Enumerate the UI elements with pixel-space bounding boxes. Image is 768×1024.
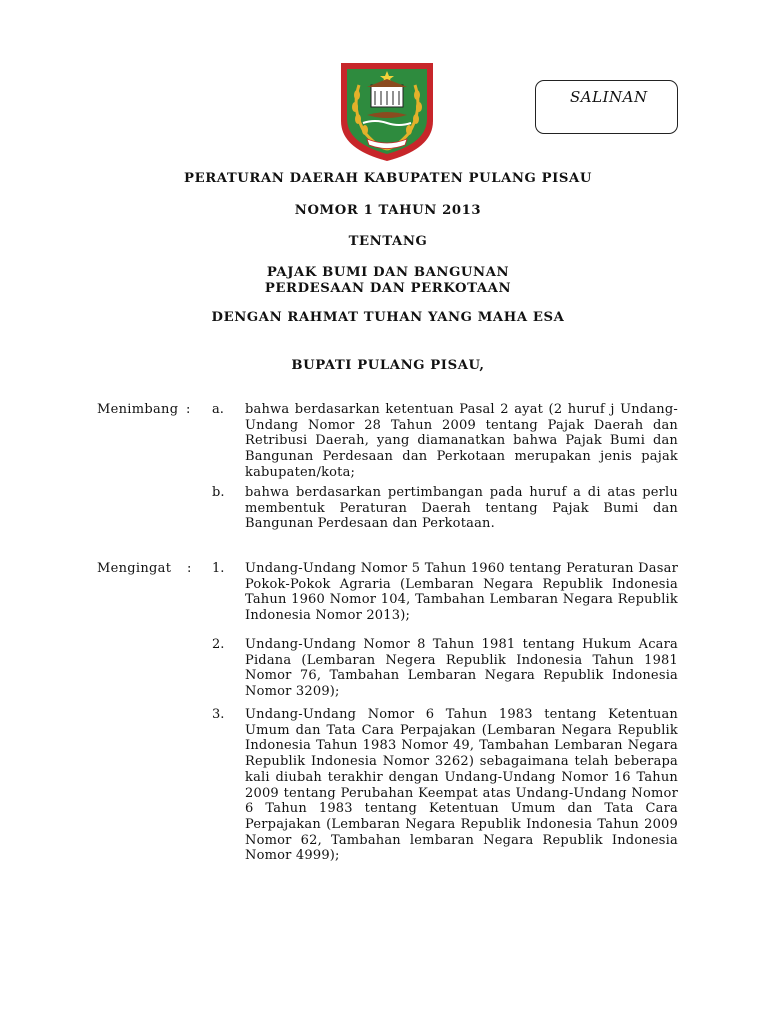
menimbang-item-b: bahwa berdasarkan pertimbangan pada huruf a di atas perlu membentuk Peraturan Daerah tentang Pajak Bumi dan Bangunan Perdesaan dan Perkotaan. <box>245 485 678 532</box>
mengingat-marker-3: 3. <box>212 707 225 722</box>
mengingat-label: Mengingat <box>97 561 172 576</box>
mengingat-marker-2: 2. <box>212 637 225 652</box>
menimbang-colon: : <box>186 402 191 417</box>
regulation-subject-line1: PAJAK BUMI DAN BANGUNAN <box>266 265 510 280</box>
mengingat-item-1: Undang-Undang Nomor 5 Tahun 1960 tentang Peraturan Dasar Pokok-Pokok Agraria (Lembaran Negara Republik Indonesia Tahun 1960 Nomor 104, Tambahan Lembaran Negara Republik Indonesia Nomor 2013); <box>245 561 678 624</box>
regulation-number: NOMOR 1 TAHUN 2013 <box>294 203 482 218</box>
menimbang-item-a: bahwa berdasarkan ketentuan Pasal 2 ayat (2 huruf j Undang-Undang Nomor 28 Tahun 2009 tentang Pajak Daerah dan Retribusi Daerah, yang diamanatkan bahwa Pajak Bumi dan Bangunan Perdesaan dan Perkotaan merupakan jenis pajak kabupaten/kota; <box>245 402 678 480</box>
regulation-subject-line2: PERDESAAN DAN PERKOTAAN <box>264 281 512 296</box>
salinan-label: SALINAN <box>570 88 648 106</box>
mengingat-item-2: Undang-Undang Nomor 8 Tahun 1981 tentang Hukum Acara Pidana (Lembaran Negera Republik Indonesia Tahun 1981 Nomor 76, Tambahan Lembaran Negara Republik Indonesia Nomor 3209); <box>245 637 678 700</box>
regency-emblem-icon <box>337 55 437 165</box>
regulation-title: PERATURAN DAERAH KABUPATEN PULANG PISAU <box>184 171 592 186</box>
mengingat-marker-1: 1. <box>212 561 225 576</box>
salinan-stamp <box>535 80 678 134</box>
mengingat-colon: : <box>187 561 192 576</box>
mengingat-item-3: Undang-Undang Nomor 6 Tahun 1983 tentang Ketentuan Umum dan Tata Cara Perpajakan (Lembaran Negara Republik Indonesia Tahun 1983 Nomor 49, Tambahan Lembaran Negara Republik Indonesia Nomor 3262) sebagaimana telah beberapa kali diubah terakhir dengan Undang-Undang Nomor 16 Tahun 2009 tentang Perubahan Keempat atas Undang-Undang Nomor 6 Tahun 1983 tentang Ketentuan Umum dan Tata Cara Perpajakan (Lembaran Negara Republik Indonesia Tahun 2009 Nomor 62, Tambahan lembaran Negara Republik Indonesia Nomor 4999); <box>245 707 678 864</box>
menimbang-marker-b: b. <box>212 485 225 500</box>
regulation-about: TENTANG <box>348 234 428 249</box>
invocation: DENGAN RAHMAT TUHAN YANG MAHA ESA <box>211 310 565 325</box>
menimbang-marker-a: a. <box>212 402 224 417</box>
menimbang-label: Menimbang <box>97 402 179 417</box>
regent-title: BUPATI PULANG PISAU, <box>291 358 485 373</box>
